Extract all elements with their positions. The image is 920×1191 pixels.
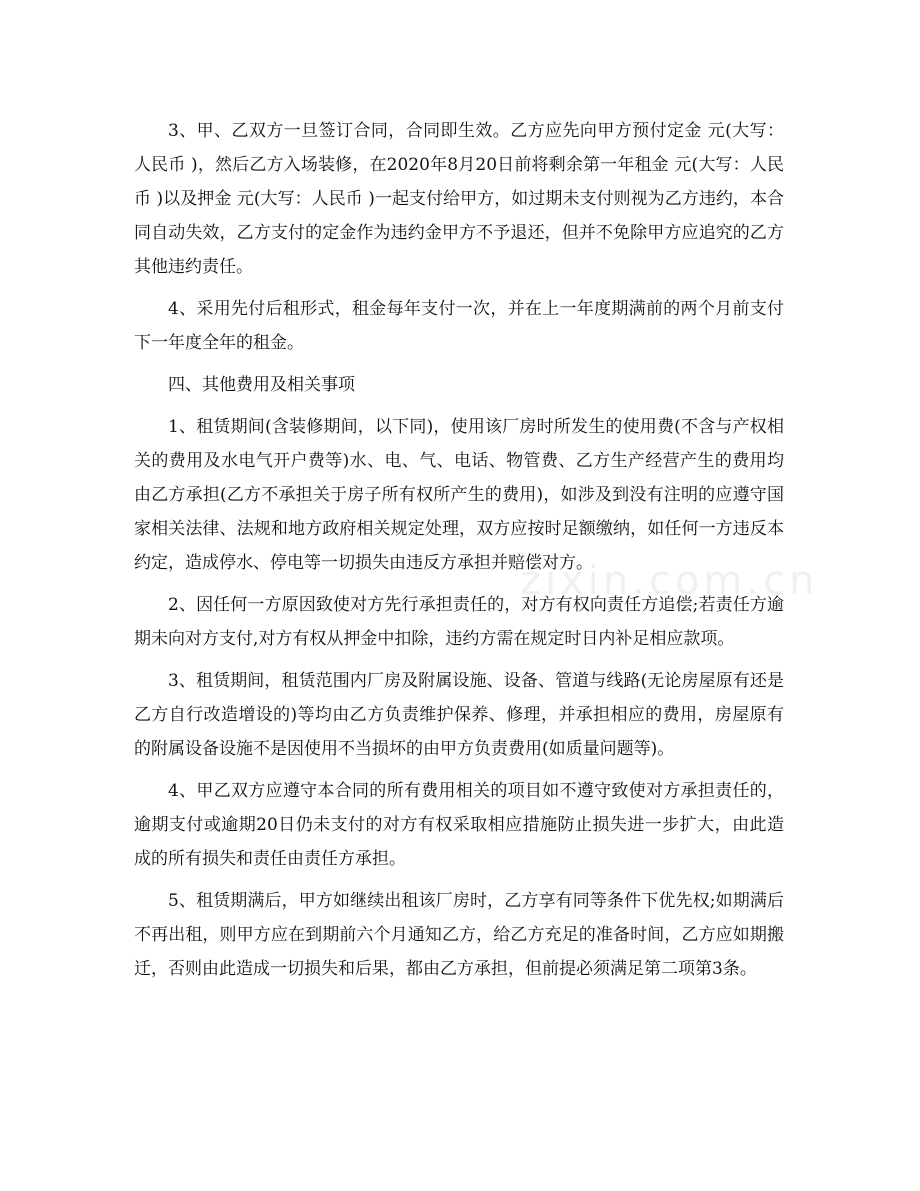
- paragraph-rent-payment: 4、采用先付后租形式，租金每年支付一次，并在上一年度期满前的两个月前支付下一年度全年的租金。: [134, 299, 784, 353]
- paragraph-deposit-payment: 3、甲、乙双方一旦签订合同，合同即生效。乙方应先向甲方预付定金 元(大写：人民币 )，然后乙方入场装修，在2020年8月20日前将剩余第一年租金 元(大写：人民币 )以及押金 元(大写：人民币 )一起支付给甲方，如过期未支付则视为乙方违约，本合同自动失效，乙方支付的定金作为违约金甲方不予退还，但并不免除甲方应追究的乙方其他违约责任。: [134, 121, 784, 277]
- section-heading-other-fees: 四、其他费用及相关事项: [168, 375, 355, 395]
- paragraph-liability-recovery: 2、因任何一方原因致使对方先行承担责任的，对方有权向责任方追偿;若责任方逾期未向对方支付,对方有权从押金中扣除，违约方需在规定时日内补足相应款项。: [134, 595, 784, 649]
- paragraph-maintenance: 3、租赁期间，租赁范围内厂房及附属设施、设备、管道与线路(无论房屋原有还是乙方自行改造增设的)等均由乙方负责维护保养、修理，并承担相应的费用，房屋原有的附属设备设施不是因使用不当损坏的由甲方负责费用(如质量问题等)。: [134, 671, 784, 759]
- paragraph-usage-fees: 1、租赁期间(含装修期间，以下同)，使用该厂房时所发生的使用费(不含与产权相关的费用及水电气开户费等)水、电、气、电话、物管费、乙方生产经营产生的费用均由乙方承担(乙方不承担关于房子所有权所产生的费用)，如涉及到没有注明的应遵守国家相关法律、法规和地方政府相关规定处理，双方应按时足额缴纳，如任何一方违反本约定，造成停水、停电等一切损失由违反方承担并赔偿对方。: [134, 417, 784, 573]
- paragraph-fee-compliance: 4、甲乙双方应遵守本合同的所有费用相关的项目如不遵守致使对方承担责任的，逾期支付或逾期20日仍未支付的对方有权采取相应措施防止损失进一步扩大，由此造成的所有损失和责任由责任方承担。: [134, 781, 784, 869]
- paragraph-lease-expiry: 5、租赁期满后，甲方如继续出租该厂房时，乙方享有同等条件下优先权;如期满后不再出租，则甲方应在到期前六个月通知乙方，给乙方充足的准备时间，乙方应如期搬迁，否则由此造成一切损失和后果，都由乙方承担，但前提必须满足第二项第3条。: [134, 891, 784, 979]
- watermark: zixin.com.cn: [520, 558, 819, 604]
- document-body: [134, 114, 784, 994]
